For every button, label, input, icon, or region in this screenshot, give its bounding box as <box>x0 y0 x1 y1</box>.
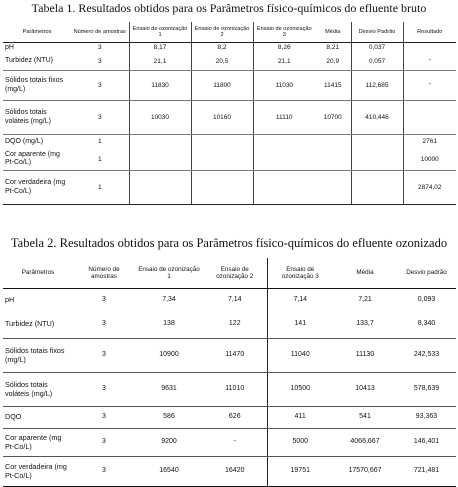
value-cell: 1 <box>71 171 129 205</box>
value-cell: 10700 <box>315 101 351 135</box>
param-cell: Cor aparente (mg Pt-Co/L) <box>3 429 73 457</box>
value-cell: 8,21 <box>326 44 340 52</box>
value-cell: 11110 <box>253 101 315 135</box>
table1-caption: Tabela 1. Resultados obtidos para os Parâmetros físico-químicos do efluente bruto <box>31 1 427 15</box>
value-cell: 7,34 <box>162 295 176 303</box>
value-cell: 10900 <box>135 339 203 373</box>
value-cell: 721,481 <box>397 457 456 487</box>
table-row <box>3 407 456 429</box>
value-cell <box>129 135 191 149</box>
value-cell: 242,533 <box>397 339 456 373</box>
value-cell: 3 <box>97 44 102 52</box>
value-cell: 21,1 <box>253 53 315 71</box>
param-cell: Cor aparente (mg Pt-Co/L) <box>3 149 71 171</box>
value-cell: 11040 <box>267 339 333 373</box>
table-row <box>3 311 456 339</box>
table2-caption: Tabela 2. Resultados obtidos para os Parâmetros físico-químicos do efluente ozonizado <box>10 236 448 250</box>
value-cell: 3 <box>73 339 135 373</box>
param-cell: DQO (mg/L) <box>5 137 44 145</box>
value-cell: 7,14 <box>267 289 333 311</box>
value-cell: 16420 <box>203 457 267 487</box>
table-row <box>3 373 456 407</box>
value-cell: 2874,02 <box>403 171 456 205</box>
value-cell: 1 <box>97 138 102 146</box>
value-cell <box>191 149 253 171</box>
table-row <box>3 53 456 71</box>
param-cell: Turbidez (NTU) <box>3 53 71 71</box>
value-cell: 10030 <box>129 101 191 135</box>
table-row <box>3 289 456 311</box>
value-cell: 410,446 <box>351 101 403 135</box>
value-cell <box>351 171 403 205</box>
param-cell: Sólidos totais fixos (mg/L) <box>3 71 71 101</box>
value-cell: 3 <box>71 71 129 101</box>
table-row <box>3 135 456 149</box>
value-cell: 3 <box>71 53 129 71</box>
value-cell: - <box>403 53 456 71</box>
value-cell <box>315 171 351 205</box>
value-cell: 2761 <box>403 135 456 149</box>
value-cell: 0,057 <box>351 53 403 71</box>
value-cell <box>129 149 191 171</box>
value-cell: 141 <box>267 311 333 339</box>
value-cell <box>403 101 456 135</box>
header-cell: Ensaio de ozonização 3 <box>267 258 333 289</box>
param-cell: pH <box>5 43 14 51</box>
param-cell: Cor verdadeira (mg Pt-Co/L) <box>3 171 71 205</box>
table-row <box>3 43 456 53</box>
value-cell <box>315 149 351 171</box>
value-cell: 3 <box>73 407 135 429</box>
value-cell: 10413 <box>333 373 397 407</box>
value-cell: 9631 <box>135 373 203 407</box>
value-cell: 7,21 <box>358 295 372 303</box>
value-cell: 133,7 <box>333 311 397 339</box>
value-cell: - <box>403 71 456 101</box>
value-cell: 112,685 <box>351 71 403 101</box>
value-cell: 3 <box>71 101 129 135</box>
header-cell: Ensaio de ozonização 1 <box>129 22 191 43</box>
value-cell <box>191 135 253 149</box>
value-cell: 3 <box>73 429 135 457</box>
value-cell: 21,1 <box>129 53 191 71</box>
table-row <box>3 149 456 171</box>
value-cell <box>315 135 351 149</box>
value-cell: 3 <box>102 295 106 303</box>
value-cell: 9200 <box>135 429 203 457</box>
value-cell: 10000 <box>403 149 456 171</box>
header-cell: Ensaio de ozonização 2 <box>203 258 267 289</box>
param-cell: Turbidez (NTU) <box>3 311 73 339</box>
value-cell <box>129 171 191 205</box>
value-cell: 11415 <box>315 71 351 101</box>
header-cell: Ensaio de ozonização 2 <box>191 22 253 43</box>
param-cell: DQO <box>3 407 73 429</box>
value-cell: 11470 <box>203 339 267 373</box>
header-cell: Média <box>315 22 351 43</box>
value-cell: 0,093 <box>417 295 436 303</box>
header-cell: Ensaio de ozonização 3 <box>253 22 315 43</box>
effluent-raw-table <box>3 22 456 205</box>
value-cell: 11030 <box>253 71 315 101</box>
value-cell <box>191 171 253 205</box>
value-cell: 20,9 <box>315 53 351 71</box>
value-cell: 7,14 <box>227 295 242 303</box>
value-cell <box>253 149 315 171</box>
param-cell: Sólidos totais fixos (mg/L) <box>3 339 73 373</box>
value-cell: 586 <box>135 407 203 429</box>
table-row <box>3 171 456 205</box>
param-cell: Sólidos totais voláteis (mg/L) <box>3 101 71 135</box>
value-cell: 11800 <box>191 71 253 101</box>
value-cell: 411 <box>267 407 333 429</box>
value-cell: 1 <box>71 149 129 171</box>
value-cell: 10160 <box>191 101 253 135</box>
value-cell: 3 <box>73 373 135 407</box>
value-cell: 8,340 <box>397 311 456 339</box>
value-cell: 8,2 <box>191 43 253 53</box>
header-cell: Número de amostras <box>73 258 135 289</box>
header-cell: Parâmetros <box>3 22 71 43</box>
value-cell <box>351 135 403 149</box>
value-cell: 8,17 <box>129 43 191 53</box>
effluent-ozonated-table <box>3 258 456 487</box>
value-cell: 0,037 <box>351 43 403 53</box>
header-cell: Ensaio de ozonização 1 <box>135 258 203 289</box>
table-row <box>3 101 456 135</box>
value-cell: 4066,667 <box>333 429 397 457</box>
value-cell: 11830 <box>129 71 191 101</box>
value-cell: 578,639 <box>397 373 456 407</box>
value-cell: 122 <box>203 311 267 339</box>
value-cell: 11130 <box>333 339 397 373</box>
value-cell: 10500 <box>267 373 333 407</box>
value-cell: 93,363 <box>397 407 456 429</box>
table-row <box>3 339 456 373</box>
header-cell: Resultado <box>403 22 456 43</box>
value-cell: 17570,667 <box>333 457 397 487</box>
value-cell: 19751 <box>267 457 333 487</box>
value-cell <box>253 171 315 205</box>
table-row <box>3 71 456 101</box>
value-cell: 11010 <box>203 373 267 407</box>
value-cell: 20,5 <box>191 53 253 71</box>
value-cell: 146,401 <box>397 429 456 457</box>
value-cell: - <box>203 429 267 457</box>
param-cell: Cor verdadeira (mg Pt-Co/L) <box>3 457 73 487</box>
param-cell: pH <box>5 294 15 304</box>
value-cell <box>403 43 456 53</box>
value-cell <box>351 149 403 171</box>
value-cell: 138 <box>135 311 203 339</box>
value-cell: 3 <box>73 457 135 487</box>
header-cell: Desvio Padrão <box>351 22 403 43</box>
table-row <box>3 457 456 487</box>
header-cell: Média <box>333 258 397 289</box>
value-cell <box>253 135 315 149</box>
value-cell: 3 <box>73 311 135 339</box>
value-cell: 541 <box>333 407 397 429</box>
value-cell: 8,26 <box>253 43 315 53</box>
header-cell: Desvio padrão <box>397 258 456 289</box>
header-cell: Número de amostras <box>71 22 129 43</box>
value-cell: 5000 <box>267 429 333 457</box>
header-cell: Parâmetros <box>3 258 73 289</box>
value-cell: 626 <box>203 407 267 429</box>
param-cell: Sólidos totais voláteis (mg/L) <box>3 373 73 407</box>
value-cell: 16540 <box>135 457 203 487</box>
table-row <box>3 429 456 457</box>
